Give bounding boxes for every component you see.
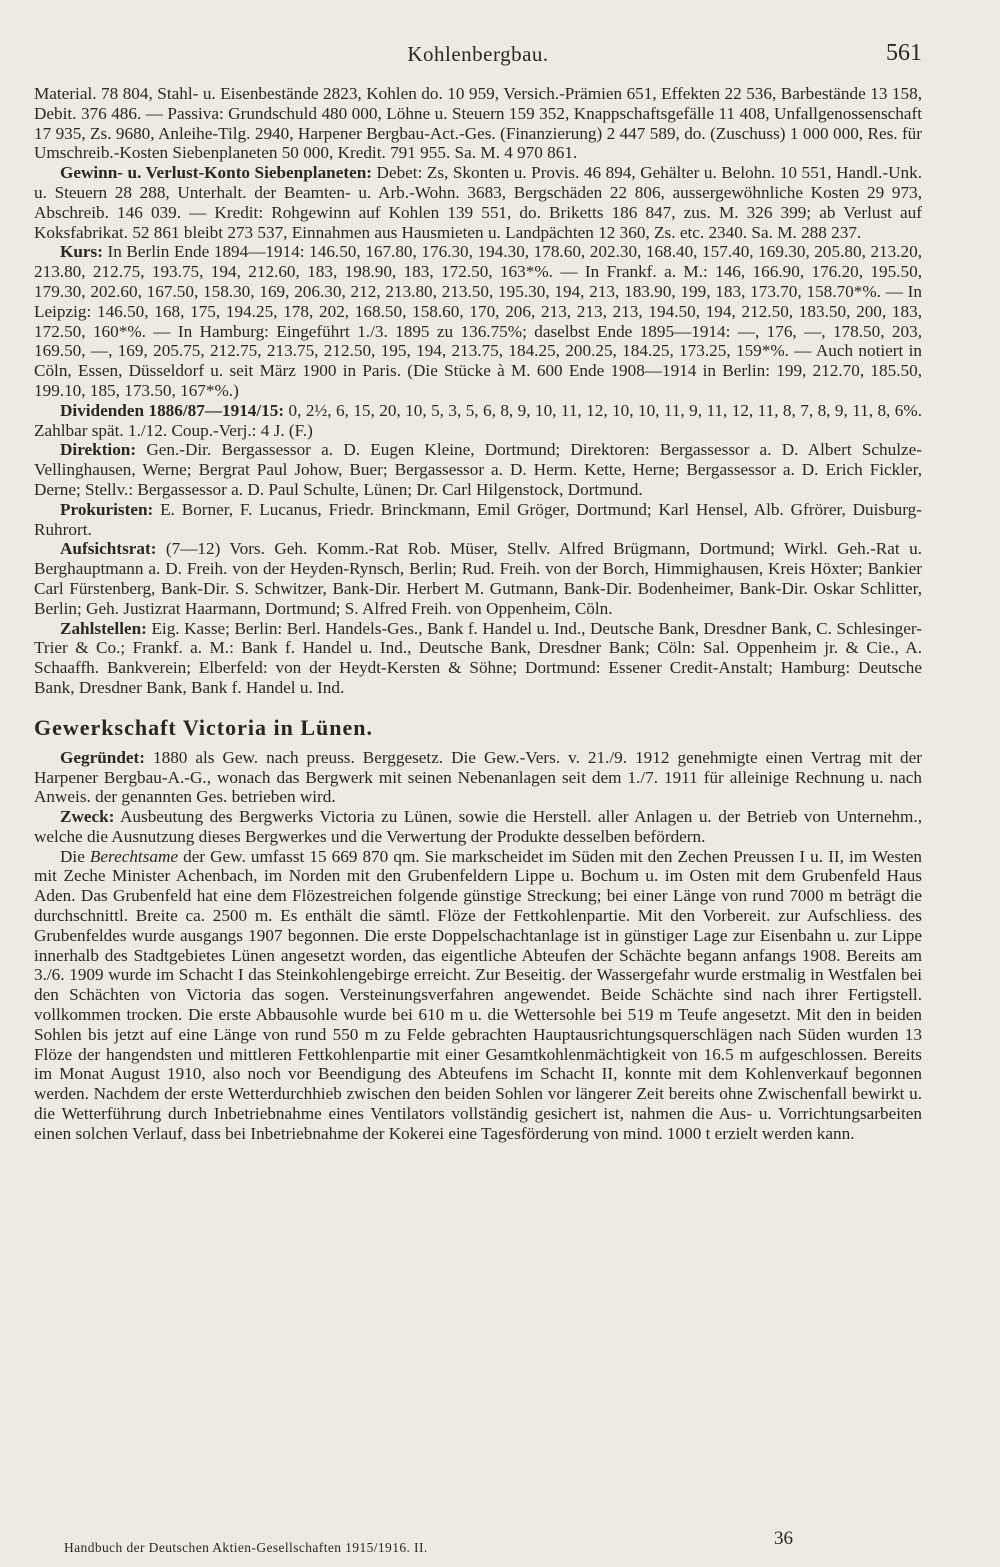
zahlstellen-paragraph	[34, 619, 922, 698]
dividends-text: 0, 2½, 6, 15, 20, 10, 5, 3, 5, 6, 8, 9, 10, 11, 12, 10, 10, 11, 9, 11, 12, 11, 8, 7, 8, 9, 11, 8, 6%. Zahlbar spät. 1./12. Coup.-Verj.: 4 J. (F.)	[34, 400, 922, 440]
profit-loss-text: Debet: Zs, Skonten u. Provis. 46 894, Gehälter u. Belohn. 10 551, Handl.-Unk. u. Steuern 28 288, Unterhalt. der Beamten- u. Arb.-Wohn. 3683, Bergschäden 22 806, aussergewöhnliche Kosten 29 973, Abschreib. 146 039. — Kredit: Rohgewinn auf Kohlen 139 551, do. Briketts 186 847, zus. M. 326 399; ab Verlust auf Koksfabrikat. 52 861 bleibt 273 537, Einnahmen aus Hausmieten u. Landpächten 12 360, Zs. etc. 2340. Sa. M. 288 237.	[34, 163, 923, 242]
aufsichtsrat-text: (7—12) Vors. Geh. Komm.-Rat Rob. Müser, Stellv. Alfred Brügmann, Dortmund; Wirkl. Geh.-Rat u. Berghauptmann a. D. Freih. von der Heyden-Rynsch, Berlin; Rud. Freih. von der Borch, Himmighausen, Kreis Höxter; Bankier Carl Fürstenberg, Bank-Dir. S. Schwitzer, Bank-Dir. Herbert M. Gutmann, Bank-Dir. Bodenheimer, Bank-Dir. Oskar Schlitter, Berlin; Geh. Justizrat Haarmann, Dortmund; S. Alfred Freih. von Oppenheim, Cöln.	[34, 539, 922, 618]
kurs-paragraph	[34, 242, 922, 400]
gegruendet-label: Gegründet:	[60, 747, 145, 767]
body-text	[34, 84, 922, 1144]
footer-imprint: Handbuch der Deutschen Aktien-Gesellschaften 1915/1916. II.	[64, 1540, 428, 1555]
dividends-label: Dividenden 1886/87—1914/15:	[60, 400, 285, 420]
profit-loss-label: Gewinn- u. Verlust-Konto Siebenplaneten:	[60, 163, 372, 183]
aufsichtsrat-label: Aufsichtsrat:	[60, 539, 157, 559]
zahlstellen-text: Eig. Kasse; Berlin: Berl. Handels-Ges., Bank f. Handel u. Ind., Deutsche Bank, Dresdner Bank, C. Schlesinger-Trier & Co.; Frankf. a. M.: Bank f. Handel u. Ind., Deutsche Bank, Dresdner Bank; Cöln: Sal. Oppenheim jr. & Cie., A. Schaaffh. Bankverein; Elberfeld: von der Heydt-Kersten & Söhne; Dortmund: Essener Credit-Anstalt; Hamburg: Deutsche Bank, Dresdner Bank, Bank f. Handel u. Ind.	[34, 618, 923, 697]
balance-sheet-paragraph: Material. 78 804, Stahl- u. Eisenbestände 2823, Kohlen do. 10 959, Versich.-Prämien 651, Effekten 22 536, Barbestände 13 158, Debit. 376 486. — Passiva: Grundschuld 480 000, Löhne u. Steuern 159 352, Knappschaftsgefälle 11 408, Unfallgenossenschaft 17 935, Zs. 9680, Anleihe-Tilg. 2940, Harpener Bergbau-Act.-Ges. (Finanzierung) 2 447 589, do. (Zuschuss) 1 000 000, Res. für Umschreib.-Kosten Siebenplaneten 50 000, Kredit. 791 955. Sa. M. 4 970 861.	[34, 84, 922, 163]
berechtsame-prefix: Die	[60, 846, 85, 866]
zahlstellen-label: Zahlstellen:	[60, 618, 147, 638]
berechtsame-paragraph	[34, 847, 922, 1144]
direktion-text: Gen.-Dir. Bergassessor a. D. Eugen Kleine, Dortmund; Direktoren: Bergassessor a. D. Albert Schulze-Vellinghausen, Werne; Bergrat Paul Johow, Buer; Bergassessor a. D. Herm. Kette, Herne; Bergassessor a. D. Erich Fickler, Derne; Stellv.: Bergassessor a. D. Paul Schulte, Lünen; Dr. Carl Hilgenstock, Dortmund.	[34, 440, 923, 499]
gegruendet-text: 1880 als Gew. nach preuss. Berggesetz. Die Gew.-Vers. v. 21./9. 1912 genehmigte einen Vertrag mit der Harpener Bergbau-A.-G., wonach das Bergwerk mit seinen Nebenanlagen seit dem 1./7. 1911 für alleinige Rechnung u. nach Anweis. der genannten Ges. betrieben wird.	[34, 747, 923, 807]
kurs-text: In Berlin Ende 1894—1914: 146.50, 167.80, 176.30, 194.30, 178.60, 202.30, 168.40, 157.40, 169.30, 205.80, 213.20, 213.80, 212.75, 193.75, 194, 212.60, 183, 198.90, 183, 172.50, 163*%. — In Frankf. a. M.: 146, 166.90, 176.20, 195.50, 179.30, 202.60, 167.50, 158.30, 169, 206.30, 212, 213.80, 213.50, 195.30, 194, 213, 183.90, 199, 183, 173.70, 158.70*%. — In Leipzig: 146.50, 168, 175, 194.25, 178, 202, 168.50, 158.60, 170, 206, 213, 213, 213, 194.50, 194, 212.50, 183.50, 200, 183, 172.50, 160*%. — In Hamburg: Eingeführt 1./3. 1895 zu 136.75%; daselbst Ende 1895—1914: —, 176, —, 178.50, 203, 169.50, —, 169, 205.75, 212.75, 213.75, 212.50, 195, 194, 213.75, 184.25, 200.25, 184.25, 173.25, 159*%. — Auch notiert in Cöln, Essen, Düsseldorf u. seit März 1900 in Paris. (Die Stücke à M. 600 Ende 1908—1914 in Berlin: 199, 212.70, 185.50, 199.10, 185, 173.50, 167*%.)	[34, 242, 923, 400]
page-footer	[64, 1528, 922, 1556]
page-number: 561	[886, 40, 922, 66]
direktion-label: Direktion:	[60, 440, 137, 460]
running-head	[34, 38, 922, 84]
profit-loss-paragraph	[34, 163, 922, 242]
zweck-text: Ausbeutung des Bergwerks Victoria zu Lünen, sowie die Herstell. aller Anlagen u. der Betrieb von Unternehm., welche die Ausnutzung dieses Bergwerkes und die Verwertung der Produkte desselben befördern.	[34, 807, 922, 846]
kurs-label: Kurs:	[60, 242, 103, 262]
berechtsame-text: der Gew. umfasst 15 669 870 qm. Sie markscheidet im Süden mit den Zechen Preussen I u. II, im Westen mit Zeche Minister Achenbach, im Norden mit den Grubenfeldern Lippe u. Bochum u. im Osten mit dem Grubenfeld Haus Aden. Das Grubenfeld hat eine dem Flözestreichen folgende günstige Streckung; bei einer Länge von rund 7000 m beträgt die durchschnittl. Breite ca. 2500 m. Es enthält die sämtl. Flöze der Fettkohlenpartie. Mit den Vorbereit. zur Aufschliess. des Grubenfeldes wurde ausgangs 1907 begonnen. Die erste Doppelschachtanlage ist in günstiger Lage zur Eisenbahn u. zur Lippe innerhalb des Stadtgebietes Lünen angesetzt worden, das eigentliche Abteufen der Schächte begann anfangs 1908. Bereits am 3./6. 1909 wurde im Schacht I das Steinkohlengebirge erreicht. Zur Beseitig. der Wassergefahr wurde erstmalig in Westfalen bei den Schächten von Victoria das sogen. Versteinungsverfahren angewendet. Beide Schächte sind nach ihrer Fertigstell. vollkommen trocken. Die erste Abbausohle wurde bei 610 m u. die Wettersohle bei 519 m Teufe angesetzt. Mit den in beiden Sohlen bis jetzt auf eine Länge von rund 550 m zu Felde gebrachten Hauptausrichtungsquerschlägen nach Süden wurden 13 Flöze der hangendsten und mittleren Fettkohlenpartie mit einer Gesamtkohlenmächtigkeit von 16.5 m aufgeschlossen. Bereits im Monat August 1910, also noch vor Beendigung des Abteufens im Schacht II, konnte mit dem Kohlenverkauf begonnen werden. Nachdem der erste Wetterdurchhieb zwischen den beiden Sohlen vor längerer Zeit bereits ohne Zwischenfall bewirkt u. die Wetterführung durch Inbetriebnahme eines Ventilators vollständig gesichert ist, nahmen die Aus- u. Vorrichtungsarbeiten einen solchen Verlauf, dass bei Inbetriebnahme der Kokerei eine Tagesförderung von mind. 1000 t erzielt werden kann.	[34, 846, 923, 1143]
dividends-paragraph	[34, 401, 922, 441]
prokuristen-label: Prokuristen:	[60, 499, 154, 519]
direktion-paragraph	[34, 440, 922, 499]
aufsichtsrat-paragraph	[34, 539, 922, 618]
gegruendet-paragraph	[34, 748, 922, 807]
signature-mark: 36	[774, 1528, 793, 1549]
zweck-paragraph	[34, 807, 922, 847]
berechtsame-term: Berechtsame	[89, 846, 179, 866]
section-heading: Gewerkschaft Victoria in Lünen.	[34, 714, 373, 740]
prokuristen-text: E. Borner, F. Lucanus, Friedr. Brinckmann, Emil Gröger, Dortmund; Karl Hensel, Alb. Gfrörer, Duisburg-Ruhrort.	[34, 499, 922, 539]
running-head-title: Kohlenbergbau.	[407, 42, 549, 66]
zweck-label: Zweck:	[60, 807, 115, 827]
prokuristen-paragraph	[34, 500, 922, 540]
